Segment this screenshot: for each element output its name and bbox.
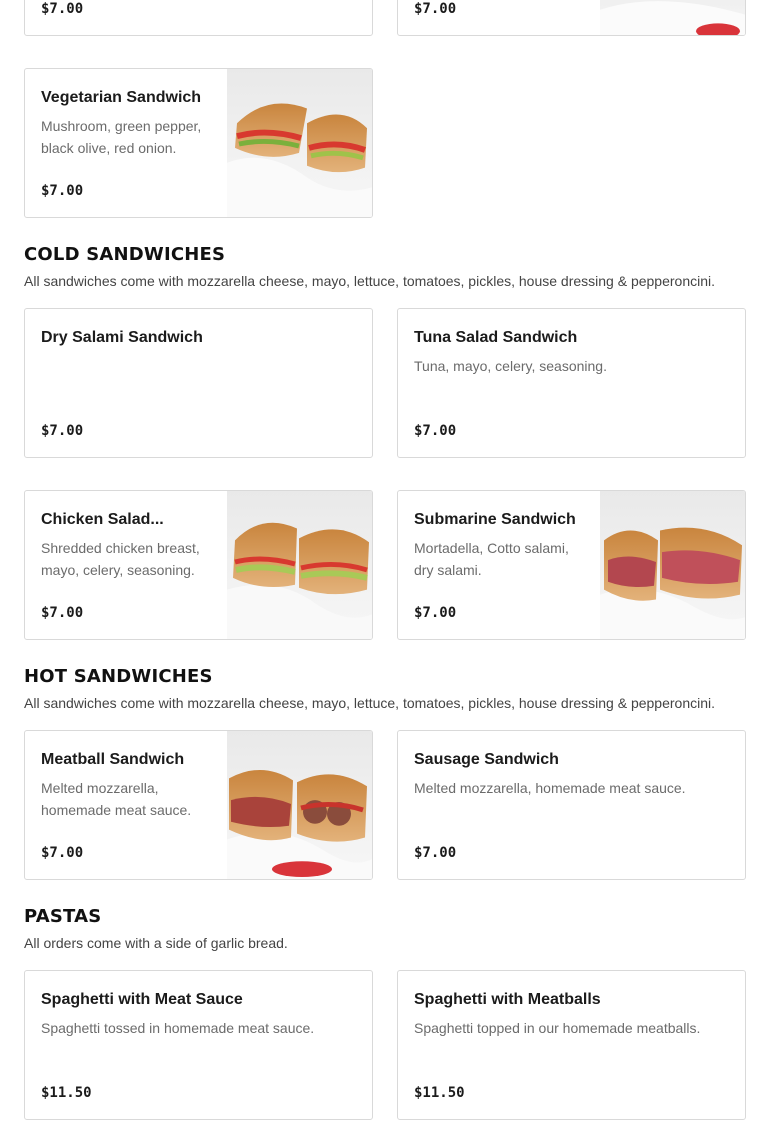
item-price: $7.00 — [41, 605, 84, 621]
item-price: $7.00 — [41, 423, 84, 439]
section-title: PASTAS — [24, 906, 102, 927]
section-description: All orders come with a side of garlic bread. — [24, 935, 288, 951]
item-description: Mushroom, green pepper, black olive, red onion. — [41, 118, 202, 156]
item-name: Dry Salami Sandwich — [41, 329, 203, 346]
menu-item-card[interactable] — [397, 490, 746, 640]
item-photo — [600, 0, 745, 35]
menu-item-card[interactable] — [397, 0, 746, 36]
menu-item-card[interactable] — [24, 0, 373, 36]
menu-item-card[interactable] — [24, 308, 373, 458]
item-price: $11.50 — [41, 1085, 92, 1101]
item-photo — [600, 491, 745, 639]
item-name: Spaghetti with Meat Sauce — [41, 991, 243, 1008]
item-name: Meatball Sandwich — [41, 751, 185, 768]
item-price: $7.00 — [41, 845, 84, 861]
section-title: COLD SANDWICHES — [24, 244, 226, 265]
item-description: Tuna, mayo, celery, seasoning. — [414, 358, 607, 374]
section-title: HOT SANDWICHES — [24, 666, 213, 687]
item-description: Shredded chicken breast, mayo, celery, seasoning. — [41, 540, 200, 578]
menu-item-card[interactable] — [397, 730, 746, 880]
item-price: $7.00 — [414, 845, 457, 861]
menu-item-card[interactable] — [24, 68, 373, 218]
item-name: Sausage Sandwich — [414, 751, 559, 768]
menu-item-card[interactable] — [24, 970, 373, 1120]
item-photo — [227, 491, 372, 639]
item-description: Melted mozzarella, homemade meat sauce. — [41, 780, 192, 818]
item-name: Vegetarian Sandwich — [41, 89, 202, 106]
item-description: Spaghetti tossed in homemade meat sauce. — [41, 1020, 315, 1036]
item-name: Tuna Salad Sandwich — [414, 329, 578, 346]
menu-item-card[interactable] — [24, 490, 373, 640]
item-price: $11.50 — [414, 1085, 465, 1101]
item-description: Melted mozzarella, homemade meat sauce. — [414, 780, 686, 796]
section-description: All sandwiches come with mozzarella cheese, mayo, lettuce, tomatoes, pickles, house dressing & pepperoncini. — [24, 695, 716, 711]
menu-item-card[interactable] — [24, 730, 373, 880]
item-photo — [227, 731, 372, 879]
menu-item-card[interactable] — [397, 308, 746, 458]
menu-item-card[interactable] — [397, 970, 746, 1120]
item-description: Mortadella, Cotto salami, dry salami. — [414, 540, 569, 578]
item-price: $7.00 — [414, 423, 457, 439]
item-description: Spaghetti topped in our homemade meatballs. — [414, 1020, 701, 1036]
item-price: $7.00 — [41, 183, 84, 199]
item-name: Spaghetti with Meatballs — [414, 991, 601, 1008]
section-description: All sandwiches come with mozzarella cheese, mayo, lettuce, tomatoes, pickles, house dressing & pepperoncini. — [24, 273, 716, 289]
item-name: Chicken Salad... — [41, 511, 164, 528]
item-price: $7.00 — [414, 605, 457, 621]
item-name: Submarine Sandwich — [414, 511, 576, 528]
item-price: $7.00 — [41, 1, 84, 17]
item-price: $7.00 — [414, 1, 457, 17]
item-photo — [227, 69, 372, 217]
